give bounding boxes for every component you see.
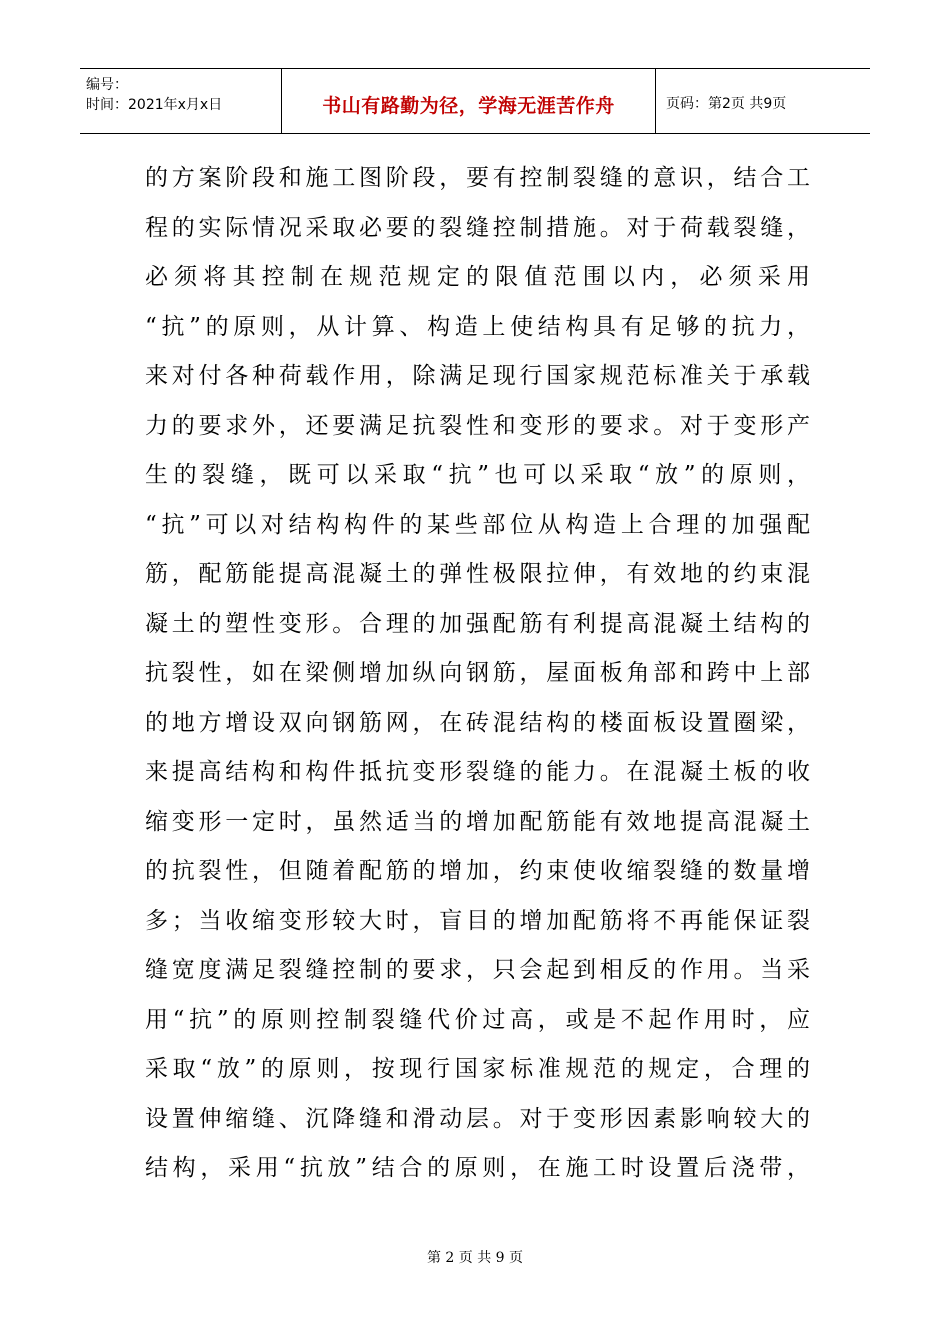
- text-line: 程的实际情况采取必要的裂缝控制措施。对于荷载裂缝，: [145, 214, 810, 241]
- text-line: 用“抗”的原则控制裂缝代价过高，或是不起作用时，应: [145, 1006, 810, 1033]
- text-line: 凝土的塑性变形。合理的加强配筋有利提高混凝土结构的: [145, 610, 810, 637]
- text-line: 设置伸缩缝、沉降缝和滑动层。对于变形因素影响较大的: [145, 1105, 810, 1132]
- header-page-info-cell: [656, 69, 870, 133]
- text-line: 缩变形一定时，虽然适当的增加配筋能有效地提高混凝土: [145, 808, 810, 835]
- text-line: 生的裂缝，既可以采取“抗”也可以采取“放”的原则，: [145, 462, 810, 488]
- text-line: 的地方增设双向钢筋网，在砖混结构的楼面板设置圈梁，: [145, 709, 810, 736]
- text-line: 缝宽度满足裂缝控制的要求，只会起到相反的作用。当采: [145, 957, 810, 983]
- header-motto: 书山有路勤为径，学海无涯苦作舟: [322, 94, 615, 117]
- text-line: 来对付各种荷载作用，除满足现行国家规范标准关于承载: [145, 363, 810, 389]
- text-line: 结构，采用“抗放”结合的原则，在施工时设置后浇带，: [145, 1155, 810, 1181]
- text-line: “抗”可以对结构构件的某些部位从构造上合理的加强配: [145, 511, 810, 538]
- footer-page-number: 第 2 页 共 9 页: [426, 1250, 524, 1266]
- text-line: 必须将其控制在规范规定的限值范围以内，必须采用: [145, 264, 810, 290]
- header-motto-cell: [282, 69, 656, 133]
- page-header: [80, 68, 870, 134]
- header-meta: [80, 69, 282, 133]
- text-line: 筋，配筋能提高混凝土的弹性极限拉伸，有效地的约束混: [145, 561, 810, 587]
- document-time-label: 时间：2021年x月x日: [86, 97, 223, 113]
- text-line: “抗”的原则，从计算、构造上使结构具有足够的抗力，: [145, 313, 810, 340]
- text-line: 的抗裂性，但随着配筋的增加，约束使收缩裂缝的数量增: [145, 858, 810, 884]
- text-line: 抗裂性，如在梁侧增加纵向钢筋，屋面板角部和跨中上部: [145, 660, 810, 686]
- text-line: 来提高结构和构件抵抗变形裂缝的能力。在混凝土板的收: [145, 759, 810, 785]
- text-line: 的方案阶段和施工图阶段，要有控制裂缝的意识，结合工: [145, 165, 810, 191]
- page-footer: [0, 1247, 950, 1267]
- document-number-label: 编号：: [86, 77, 128, 93]
- text-line: 采取“放”的原则，按现行国家标准规范的规定，合理的: [145, 1056, 810, 1082]
- body-text: [145, 154, 810, 1194]
- header-page-info: 页码：第2页 共9页: [666, 96, 787, 112]
- text-line: 力的要求外，还要满足抗裂性和变形的要求。对于变形产: [145, 412, 810, 439]
- text-line: 多；当收缩变形较大时，盲目的增加配筋将不再能保证裂: [145, 907, 810, 934]
